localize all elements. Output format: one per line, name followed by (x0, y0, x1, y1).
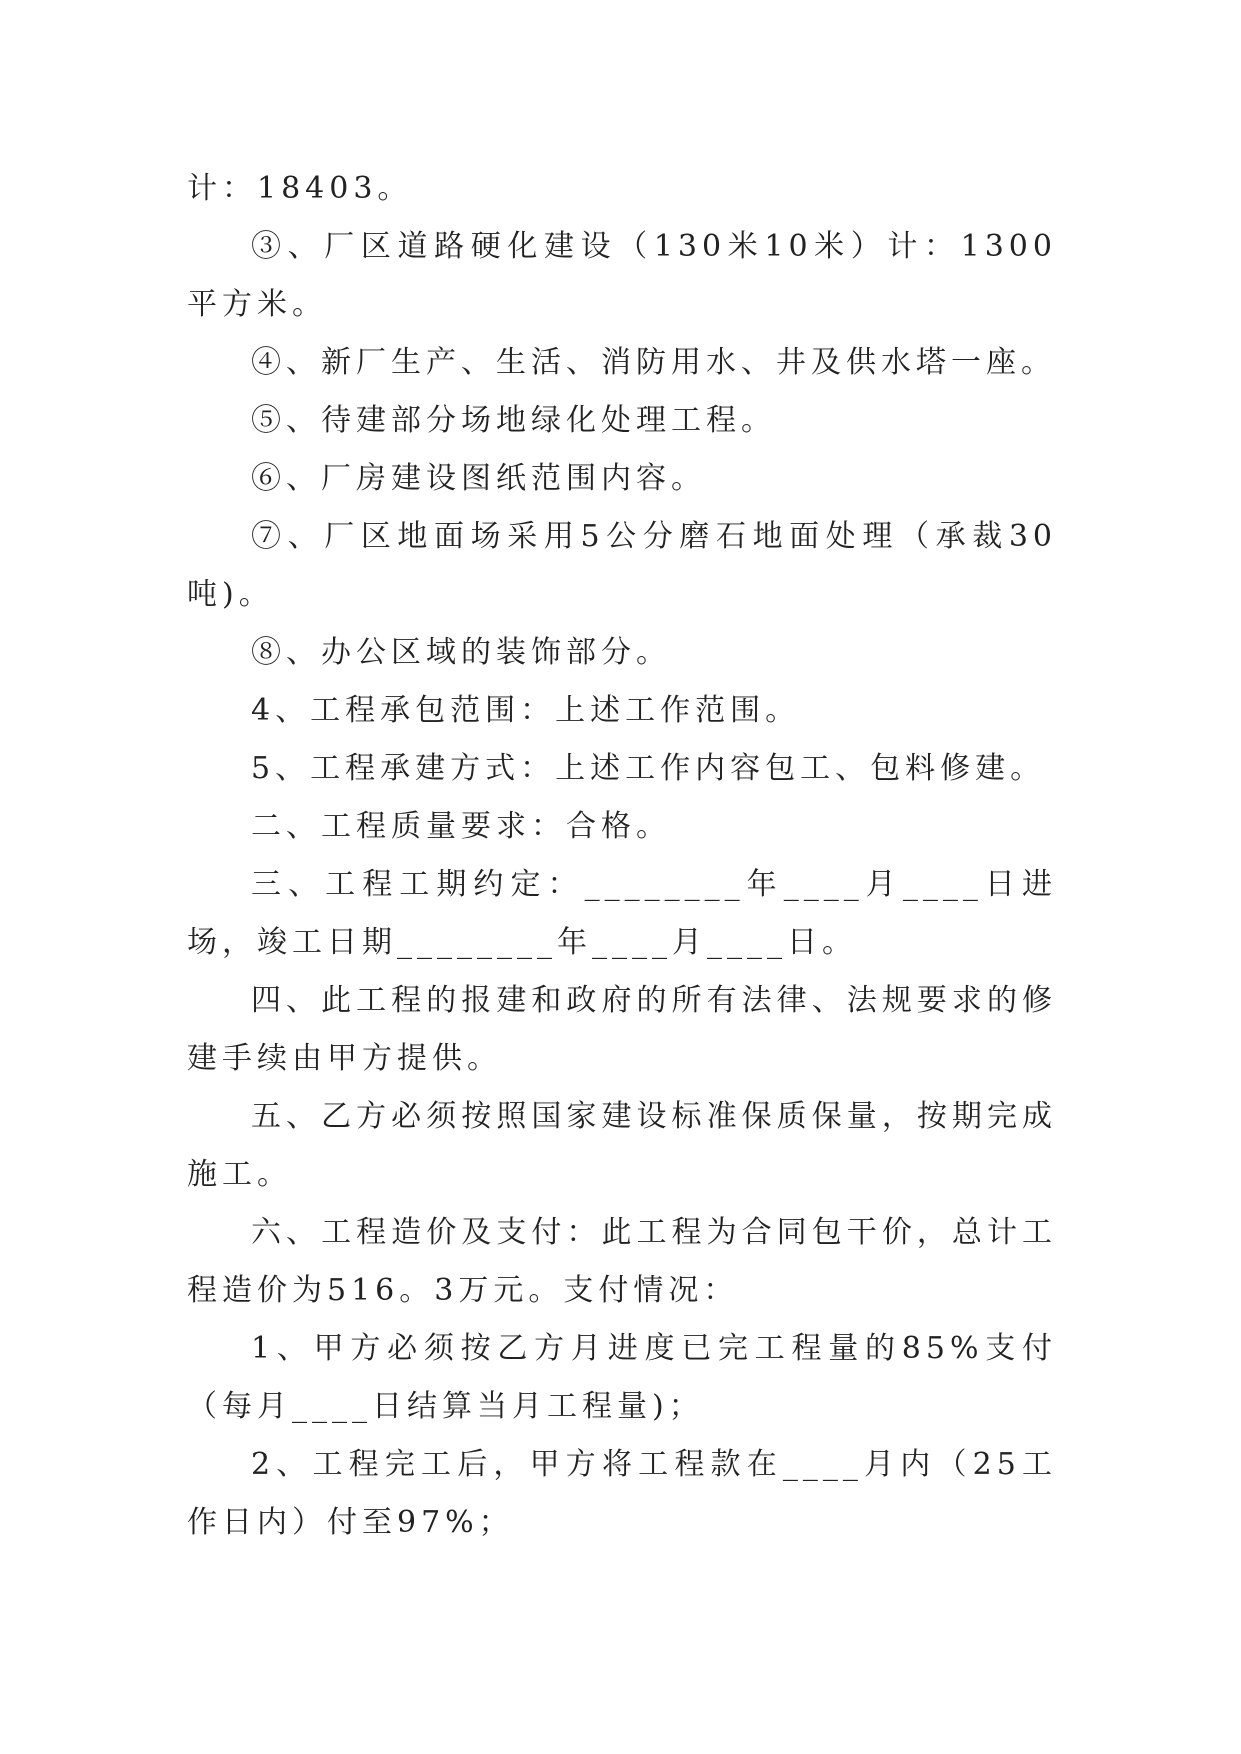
paragraph-5: ⑥、厂房建设图纸范围内容。 (251, 461, 706, 496)
paragraph-15: 1、甲方必须按乙方月进度已完工程量的85%支付（每月____日结算当月工程量)； (187, 1331, 1057, 1424)
paragraph-7: ⑧、办公区域的装饰部分。 (251, 635, 671, 670)
paragraph-10: 二、工程质量要求：合格。 (251, 809, 671, 844)
paragraph-1: 计：18403。 (187, 171, 413, 206)
paragraph-8: 4、工程承包范围：上述工作范围。 (251, 693, 801, 728)
paragraph-11: 三、工程工期约定：________年____月____日进场，竣工日期________年____月____日。 (187, 867, 1057, 960)
paragraph-16: 2、工程完工后，甲方将工程款在____月内（25工作日内）付至97%； (187, 1447, 1057, 1540)
paragraph-9: 5、工程承建方式：上述工作内容包工、包料修建。 (251, 751, 1046, 786)
paragraph-14: 六、工程造价及支付：此工程为合同包干价，总计工程造价为516。3万元。支付情况： (187, 1215, 1057, 1308)
paragraph-6: ⑦、厂区地面场采用5公分磨石地面处理（承裁30吨)。 (187, 519, 1057, 612)
paragraph-4: ⑤、待建部分场地绿化处理工程。 (251, 403, 776, 438)
paragraph-2: ③、厂区道路硬化建设（130米10米）计：1300平方米。 (187, 229, 1057, 322)
paragraph-13: 五、乙方必须按照国家建设标准保质保量，按期完成施工。 (187, 1099, 1057, 1192)
paragraph-12: 四、此工程的报建和政府的所有法律、法规要求的修建手续由甲方提供。 (187, 983, 1057, 1076)
document-body (187, 160, 1057, 1552)
paragraph-3: ④、新厂生产、生活、消防用水、井及供水塔一座。 (251, 345, 1056, 380)
